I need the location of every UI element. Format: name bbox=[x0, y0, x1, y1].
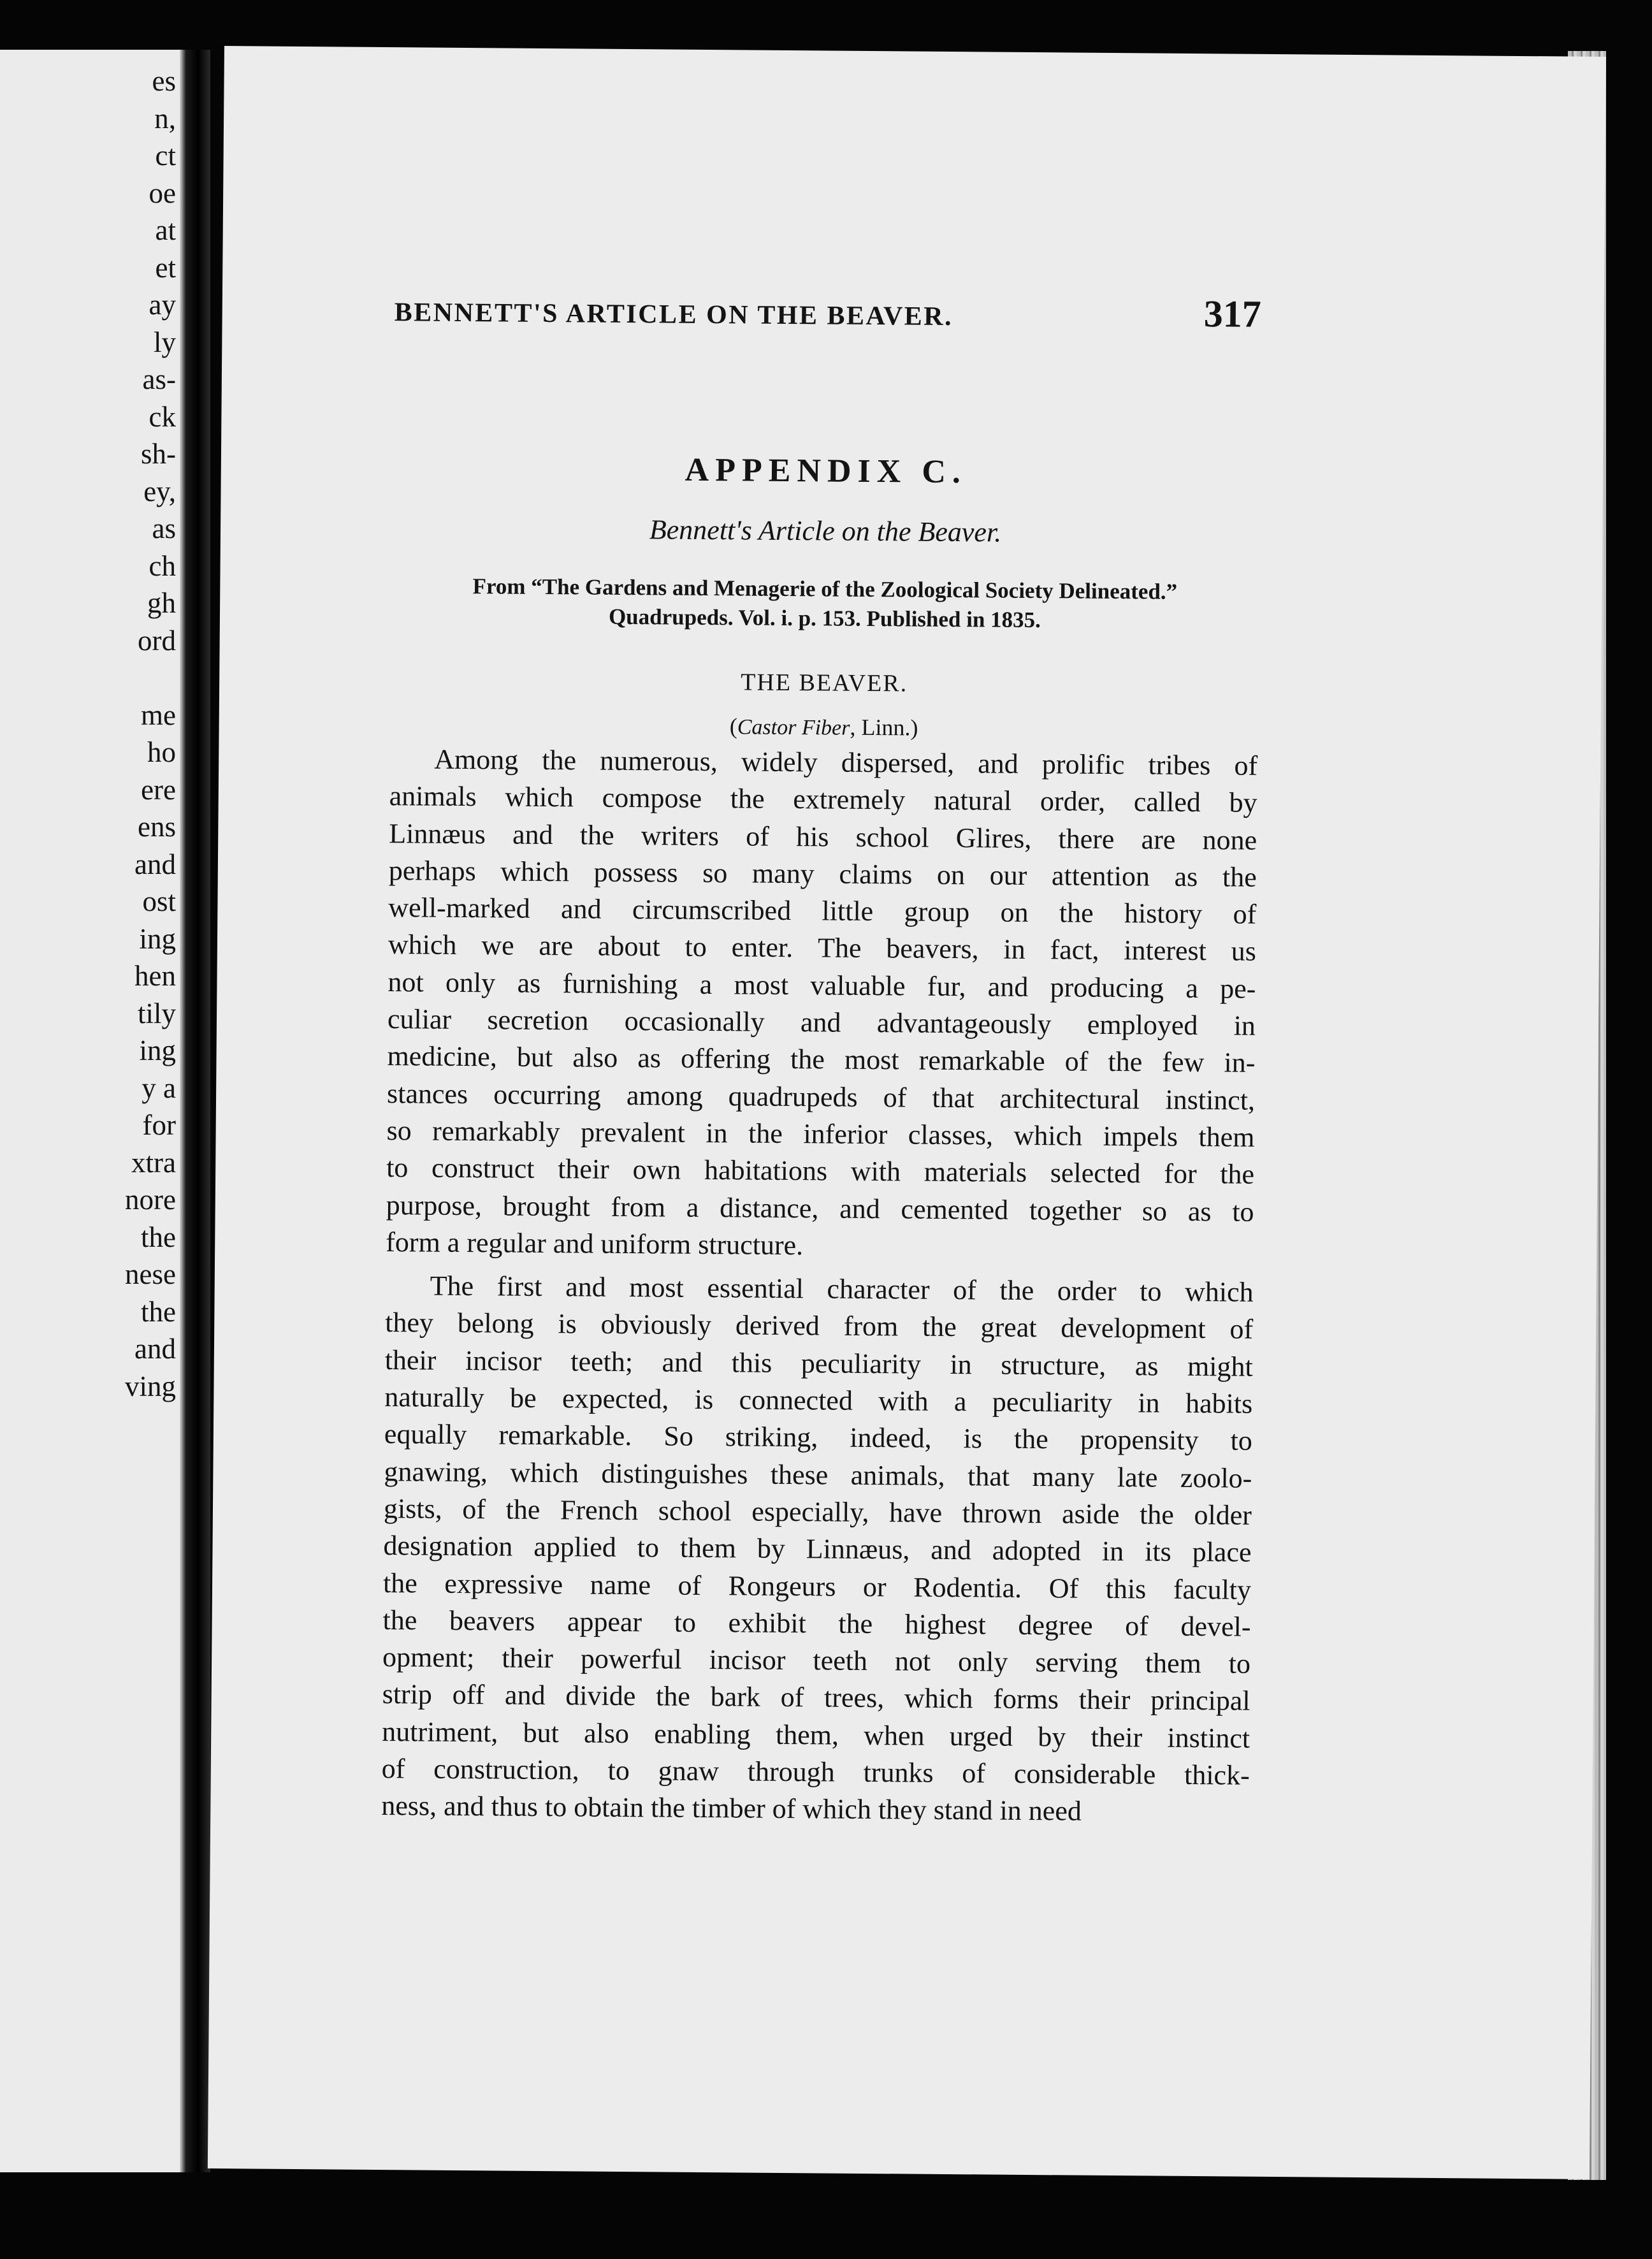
appendix-subtitle: Bennett's Article on the Beaver. bbox=[649, 514, 1002, 548]
facing-page-fragment: and bbox=[134, 1333, 176, 1365]
appendix-heading: APPENDIX C. bbox=[685, 451, 967, 491]
text-line: ness, and thus to obtain the timber of which they stand in need bbox=[381, 1790, 1082, 1827]
facing-page-fragment: and bbox=[134, 848, 176, 880]
text-line: strip off and divide the bark of trees, which forms their principal bbox=[382, 1678, 1250, 1717]
text-line: which we are about to enter. The beavers, in fact, interest us bbox=[388, 929, 1257, 968]
facing-page-fragment: ck bbox=[149, 400, 176, 433]
facing-page-fragment: ving bbox=[124, 1370, 176, 1402]
facing-page-fragment: n, bbox=[154, 102, 176, 134]
facing-page-fragment: nese bbox=[125, 1258, 176, 1290]
source-line: Quadrupeds. Vol. i. p. 153. Published in 1835. bbox=[608, 604, 1041, 633]
facing-page-fragment: ly bbox=[153, 326, 176, 358]
text-line: so remarkably prevalent in the inferior classes, which impels them bbox=[386, 1115, 1255, 1153]
text-line: purpose, brought from a distance, and cemented together so as to bbox=[386, 1189, 1254, 1228]
section-subtitle: (Castor Fiber, Linn.) bbox=[729, 713, 918, 741]
facing-page-fragment: ct bbox=[155, 140, 176, 171]
facing-page-fragment: ord bbox=[138, 624, 176, 657]
section-title: THE BEAVER. bbox=[741, 669, 908, 697]
facing-page-fragment: hen bbox=[134, 960, 176, 992]
text-line: perhaps which possess so many claims on our attention as the bbox=[388, 854, 1257, 893]
book-page bbox=[208, 46, 1606, 2179]
text-line: The first and most essential character of the order to which bbox=[430, 1270, 1254, 1308]
facing-page-fragment: ch bbox=[149, 549, 176, 582]
text-line: medicine, but also as offering the most remarkable of the few in- bbox=[387, 1040, 1256, 1079]
facing-page-fragment: ing bbox=[139, 1035, 176, 1066]
text-line: gists, of the French school especially, have thrown aside the older bbox=[383, 1492, 1252, 1531]
facing-page-fragment: for bbox=[142, 1109, 176, 1141]
facing-page-fragment: ing bbox=[139, 922, 176, 955]
text-line: to construct their own habitations with materials selected for the bbox=[386, 1152, 1255, 1191]
facing-page-fragment: as- bbox=[142, 363, 176, 395]
text-line: naturally be expected, is connected with a peculiarity in habits bbox=[384, 1381, 1253, 1420]
facing-page-fragment: xtra bbox=[131, 1146, 176, 1179]
facing-page-fragment: ens bbox=[138, 811, 176, 843]
text-line: the expressive name of Rongeurs or Rodentia. Of this faculty bbox=[382, 1567, 1252, 1606]
page-number: 317 bbox=[1203, 293, 1262, 335]
text-line: equally remarkable. So striking, indeed, is the propensity to bbox=[384, 1418, 1253, 1457]
facing-page-fragment: ost bbox=[142, 885, 176, 917]
facing-page bbox=[0, 50, 180, 2172]
facing-page-fragment: the bbox=[141, 1221, 176, 1253]
facing-page-fragment: gh bbox=[147, 587, 176, 619]
facing-page-text-edge bbox=[0, 62, 180, 1405]
facing-page-fragment: nore bbox=[125, 1184, 176, 1216]
facing-page-fragment: at bbox=[155, 214, 176, 246]
text-line: their incisor teeth; and this peculiarity in structure, as might bbox=[384, 1344, 1253, 1383]
body-text bbox=[381, 741, 1257, 1831]
source-line: From “The Gardens and Menagerie of the Zoological Society Delineated.” bbox=[472, 574, 1178, 604]
species-name: Castor Fiber bbox=[737, 715, 850, 740]
text-line: gnawing, which distinguishes these animals, that many late zoolo- bbox=[384, 1455, 1252, 1494]
facing-page-fragment: ho bbox=[147, 736, 176, 768]
facing-page-fragment: ey, bbox=[143, 475, 176, 507]
text-line: Linnæus and the writers of his school Glires, there are none bbox=[389, 817, 1257, 856]
facing-page-fragment bbox=[0, 659, 180, 697]
facing-page-fragment: the bbox=[141, 1295, 176, 1328]
text-line: of construction, to gnaw through trunks of considerable thick- bbox=[381, 1753, 1250, 1791]
source-citation bbox=[391, 571, 1259, 637]
text-line: form a regular and uniform structure. bbox=[386, 1226, 804, 1261]
facing-page-fragment: oe bbox=[149, 177, 176, 209]
facing-page-fragment: ay bbox=[149, 289, 176, 321]
text-line: designation applied to them by Linnæus, and adopted in its place bbox=[383, 1530, 1252, 1568]
text-line: culiar secretion occasionally and advantageously employed in bbox=[387, 1003, 1256, 1042]
text-line: opment; their powerful incisor teeth not only serving them to bbox=[382, 1641, 1251, 1680]
text-line: Among the numerous, widely dispersed, and prolific tribes of bbox=[434, 743, 1258, 781]
facing-page-fragment: et bbox=[155, 251, 176, 284]
book-gutter bbox=[180, 50, 210, 2172]
text-line: nutriment, but also enabling them, when urged by their instinct bbox=[382, 1715, 1250, 1754]
text-line: stances occurring among quadrupeds of that architectural instinct, bbox=[386, 1077, 1256, 1116]
text-line: the beavers appear to exhibit the highest degree of devel- bbox=[382, 1604, 1251, 1643]
facing-page-fragment: as bbox=[152, 512, 176, 544]
running-head bbox=[395, 286, 1262, 337]
text-line: they belong is obviously derived from the great development of bbox=[385, 1307, 1254, 1346]
text-line: not only as furnishing a most valuable fur, and producing a pe- bbox=[388, 966, 1256, 1005]
text-line: well-marked and circumscribed little group on the history of bbox=[388, 892, 1257, 930]
facing-page-fragment: sh- bbox=[141, 438, 176, 470]
facing-page-fragment: y a bbox=[141, 1071, 176, 1104]
text-line: animals which compose the extremely natural order, called by bbox=[389, 780, 1257, 819]
running-head-title: BENNETT'S ARTICLE ON THE BEAVER. bbox=[394, 298, 953, 331]
facing-page-fragment: me bbox=[141, 699, 176, 731]
facing-page-fragment: ere bbox=[141, 773, 176, 806]
facing-page-fragment: tily bbox=[137, 997, 176, 1029]
facing-page-fragment: es bbox=[152, 65, 176, 97]
